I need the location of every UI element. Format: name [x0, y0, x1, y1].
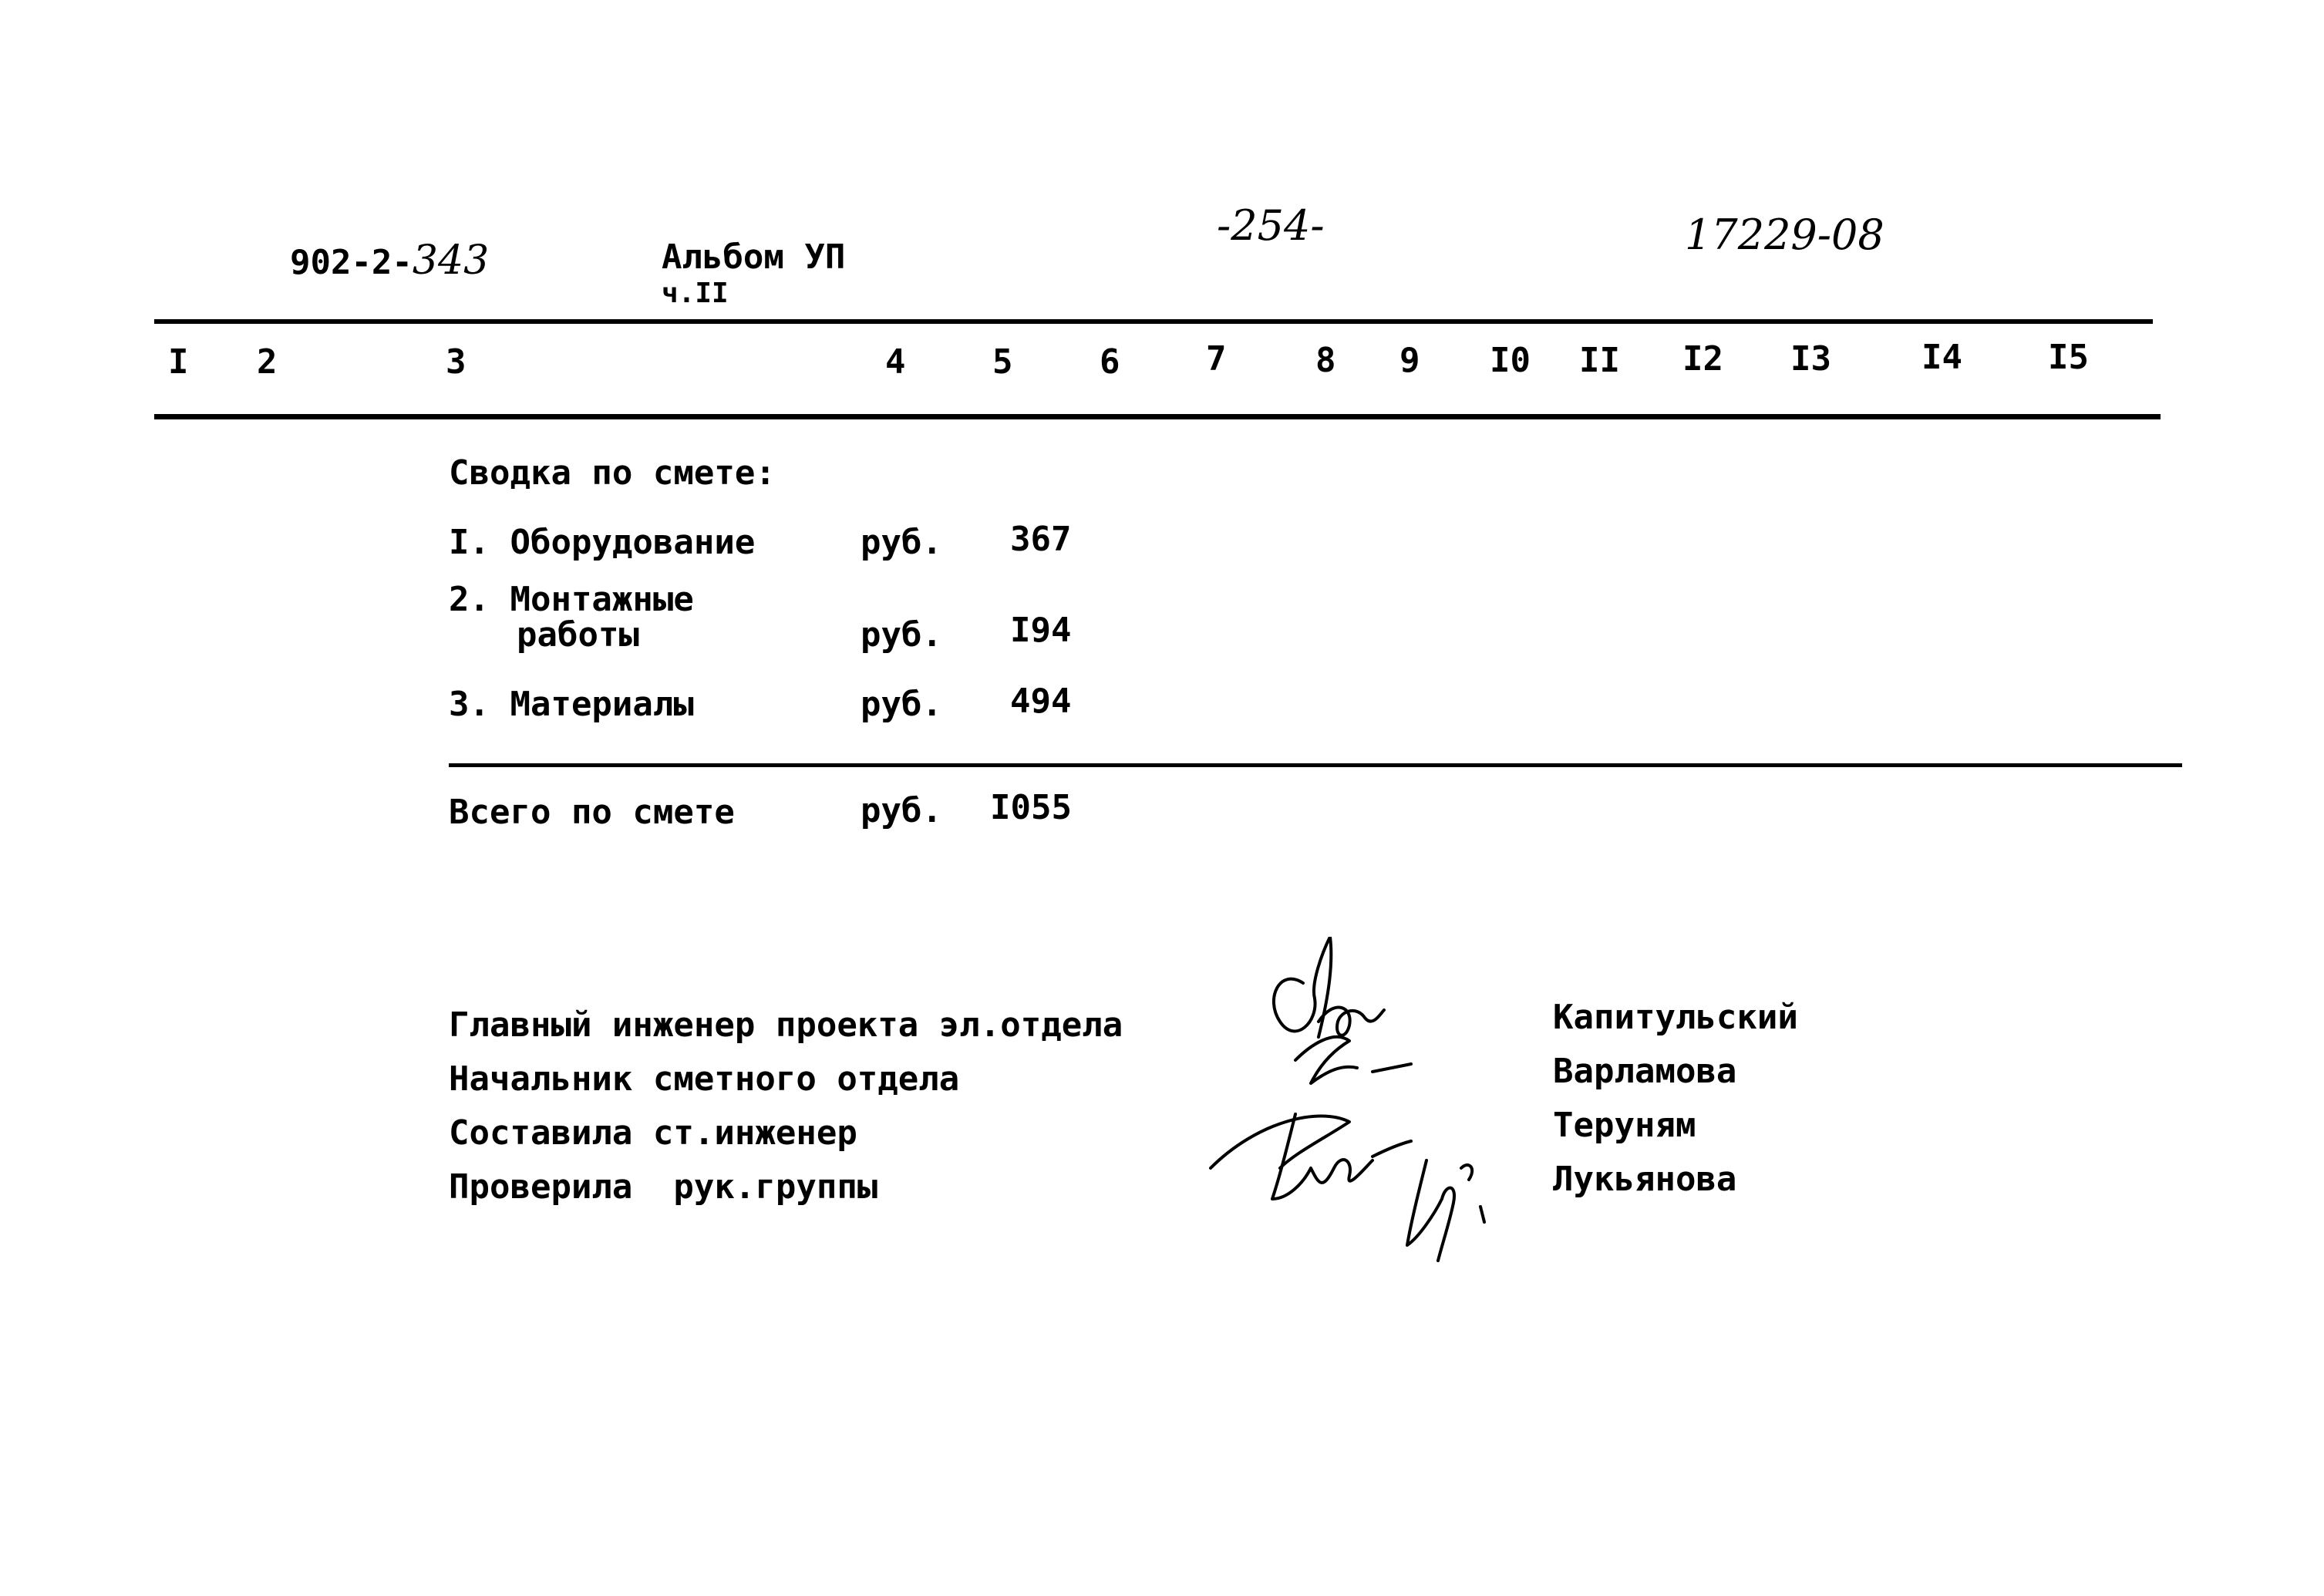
column-number: 7	[1206, 339, 1227, 379]
role-compiled-by: Составила ст.инженер	[449, 1113, 857, 1153]
name-checked-by: Лукьянова	[1553, 1160, 1737, 1199]
column-number: 6	[1100, 342, 1120, 382]
role-estimate-head: Начальник сметного отдела	[449, 1059, 960, 1099]
item-label-continued: работы	[517, 615, 639, 655]
item-unit: руб.	[861, 523, 942, 562]
column-number: I	[168, 342, 189, 382]
item-value: 494	[1010, 682, 1072, 721]
column-number: I3	[1790, 339, 1831, 379]
column-number: I5	[2048, 338, 2089, 377]
total-value: I055	[990, 788, 1072, 827]
role-chief-engineer: Главный инженер проекта эл.отдела	[449, 1005, 1123, 1045]
handwritten-signatures	[1187, 937, 1527, 1291]
item-label: I. Оборудование	[449, 523, 756, 562]
header-top-rule	[154, 319, 2153, 324]
item-label: 3. Материалы	[449, 685, 694, 724]
column-number: I4	[1922, 338, 1962, 377]
item-value: 367	[1010, 520, 1072, 559]
total-rule	[449, 763, 2182, 767]
doc-code	[208, 207, 489, 315]
name-compiled-by: Теруням	[1553, 1106, 1696, 1145]
column-number: I2	[1682, 339, 1723, 379]
item-value: I94	[1010, 611, 1072, 650]
item-unit: руб.	[861, 685, 942, 724]
column-number: 3	[446, 342, 466, 382]
name-chief-engineer: Капитульский	[1553, 998, 1798, 1037]
header-bottom-rule	[154, 414, 2161, 419]
name-estimate-head: Варламова	[1553, 1052, 1737, 1091]
column-number: 5	[992, 342, 1013, 382]
column-number: 9	[1399, 341, 1420, 380]
doc-code-handwritten: 343	[412, 237, 490, 284]
column-number: I0	[1490, 341, 1531, 380]
album-part: ч.II	[661, 278, 729, 309]
column-number: 4	[885, 342, 906, 382]
summary-title: Сводка по смете:	[449, 453, 776, 493]
archive-number: 17229-08	[1685, 210, 1884, 259]
item-unit: руб.	[861, 615, 942, 655]
page-number: -254-	[1217, 201, 1325, 250]
column-number: 2	[257, 342, 278, 382]
column-number: 8	[1315, 341, 1336, 380]
doc-code-printed: 902-2-	[289, 243, 413, 282]
role-checked-by: Проверила рук.группы	[449, 1167, 878, 1207]
column-number: II	[1579, 341, 1620, 380]
total-unit: руб.	[861, 791, 942, 830]
item-label: 2. Монтажные	[449, 580, 694, 619]
album-title: Альбом УП	[661, 237, 846, 277]
total-label: Всего по смете	[449, 793, 735, 832]
